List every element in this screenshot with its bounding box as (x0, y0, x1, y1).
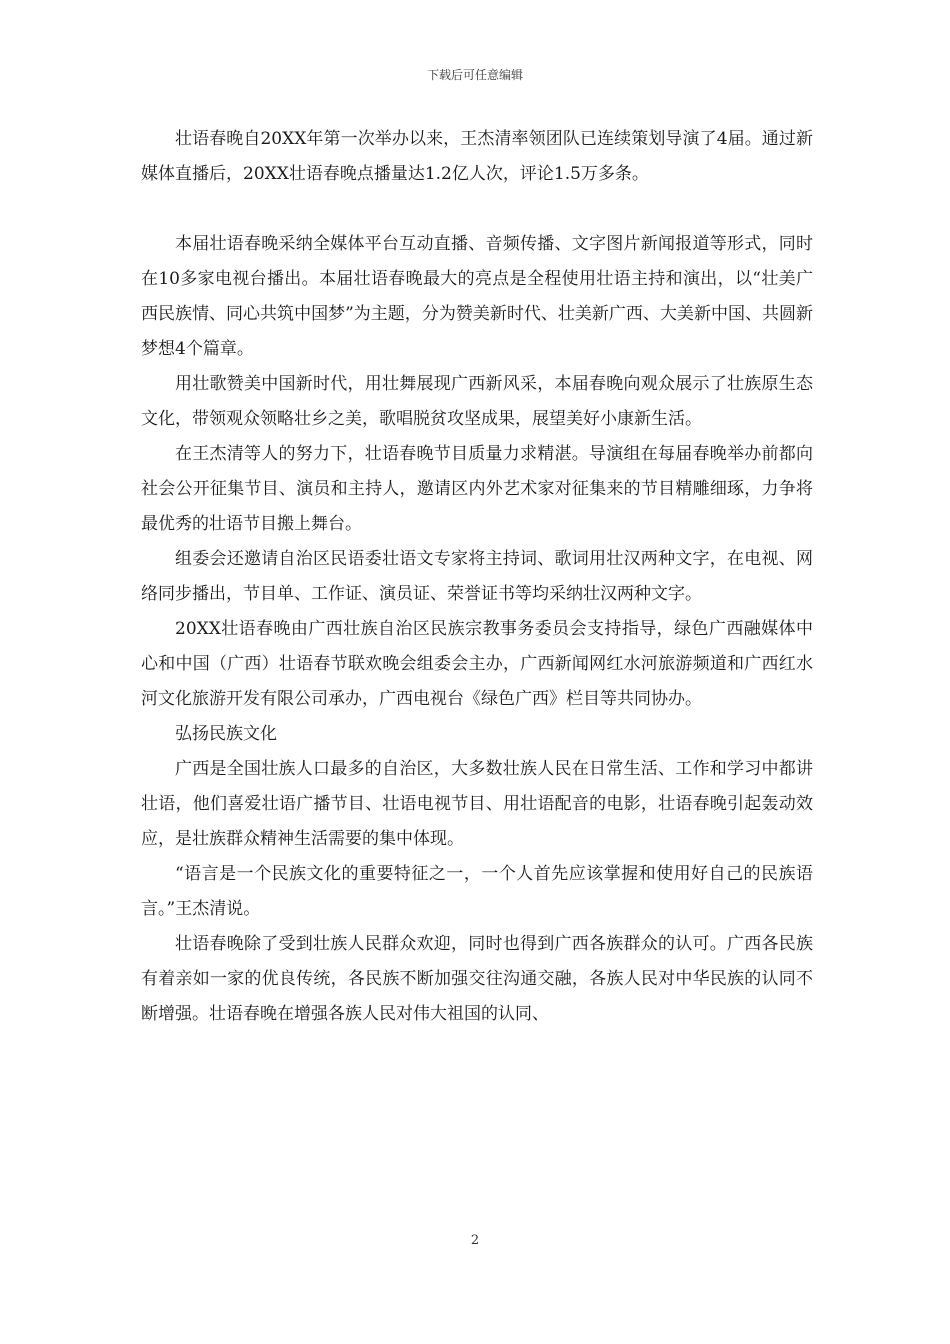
paragraph: 广西是全国壮族人口最多的自治区，大多数壮族人民在日常生活、工作和学习中都讲壮语，他们喜爱壮语广播节目、壮语电视节目、用壮语配音的电影，壮语春晚引起轰动效应，是壮族群众精神生活需要的集中体现。 (141, 759, 813, 849)
paragraph: “语言是一个民族文化的重要特征之一，一个人首先应该掌握和使用好自己的民族语言。”王杰清说。 (141, 864, 813, 919)
paragraph: 组委会还邀请自治区民语委壮语文专家将主持词、歌词用壮汉两种文字，在电视、网络同步播出，节目单、工作证、演员证、荣誉证书等均采纳壮汉两种文字。 (141, 549, 813, 604)
paragraph: 本届壮语春晚采纳全媒体平台互动直播、音频传播、文字图片新闻报道等形式，同时在10多家电视台播出。本届壮语春晚最大的亮点是全程使用壮语主持和演出，以“壮美广西民族情、同心共筑中国梦”为主题，分为赞美新时代、壮美新广西、大美新中国、共圆新梦想4个篇章。 (141, 234, 813, 359)
paragraph: 20XX壮语春晚由广西壮族自治区民族宗教事务委员会支持指导，绿色广西融媒体中心和中国（广西）壮语春节联欢晚会组委会主办，广西新闻网红水河旅游频道和广西红水河文化旅游开发有限公司承办，广西电视台《绿色广西》栏目等共同协办。 (141, 619, 813, 709)
section-heading: 弘扬民族文化 (175, 724, 277, 744)
document-body (141, 122, 813, 1032)
paragraph: 在王杰清等人的努力下，壮语春晚节目质量力求精湛。导演组在每届春晚举办前都向社会公开征集节目、演员和主持人，邀请区内外艺术家对征集来的节目精雕细琢，力争将最优秀的壮语节目搬上舞台。 (141, 444, 813, 534)
page-header: 下载后可任意编辑 (426, 68, 523, 82)
page-number: 2 (470, 1233, 480, 1248)
paragraph: 用壮歌赞美中国新时代，用壮舞展现广西新风采，本届春晚向观众展示了壮族原生态文化，带领观众领略壮乡之美，歌唱脱贫攻坚成果，展望美好小康新生活。 (141, 374, 813, 429)
paragraph: 壮语春晚除了受到壮族人民群众欢迎，同时也得到广西各族群众的认可。广西各民族有着亲如一家的优良传统，各民族不断加强交往沟通交融，各族人民对中华民族的认同不断增强。壮语春晚在增强各族人民对伟大祖国的认同、 (141, 934, 813, 1024)
paragraph: 壮语春晚自20XX年第一次举办以来，王杰清率领团队已连续策划导演了4届。通过新媒体直播后，20XX壮语春晚点播量达1.2亿人次，评论1.5万多条。 (141, 129, 813, 184)
